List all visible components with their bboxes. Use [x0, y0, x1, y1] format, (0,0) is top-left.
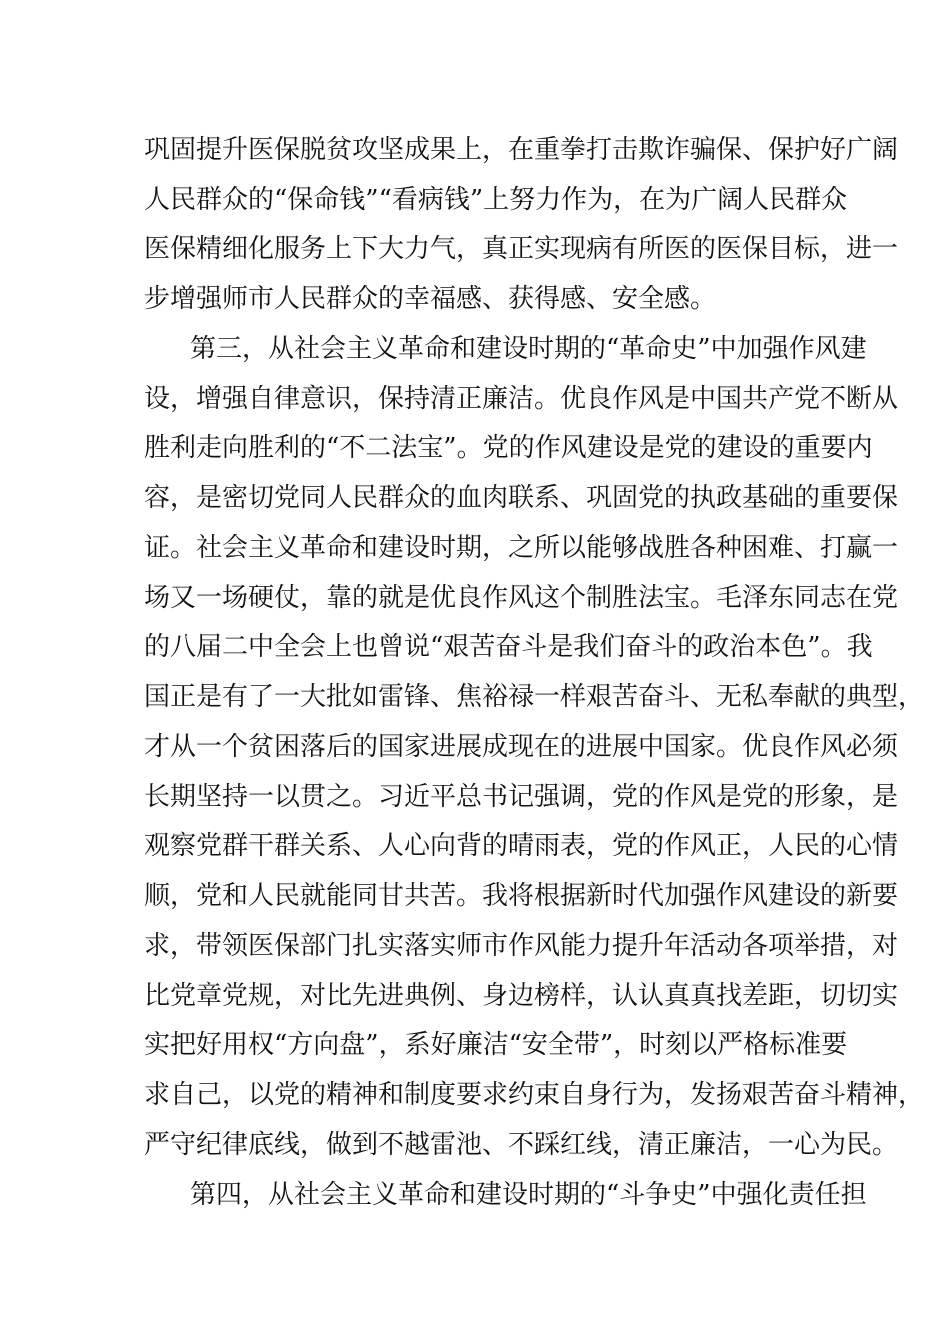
text-line: 观察党群干群关系、人心向背的晴雨表，党的作风正，人民的心情: [144, 831, 899, 861]
text-line: 才从一个贫困落后的国家进展成现在的进展中国家。优良作风必须: [144, 732, 899, 762]
text-line: 国正是有了一大批如雷锋、焦裕禄一样艰苦奋斗、无私奉献的典型，: [144, 682, 925, 712]
text-line: 设，增强自律意识，保持清正廉洁。优良作风是中国共产党不断从: [144, 384, 899, 414]
text-line: 医保精细化服务上下大力气，真正实现病有所医的医保目标，进一: [144, 234, 899, 264]
paragraph-first-line: 第三，从社会主义革命和建设时期的“革命史”中加强作风建: [190, 334, 867, 364]
text-line: 步增强师市人民群众的幸福感、获得感、安全感。: [144, 284, 717, 314]
text-line: 胜利走向胜利的“不二法宝”。党的作风建设是党的建设的重要内: [144, 433, 873, 463]
text-line: 容，是密切党同人民群众的血肉联系、巩固党的执政基础的重要保: [144, 483, 899, 513]
text-line: 证。社会主义革命和建设时期，之所以能够战胜各种困难、打赢一: [144, 533, 899, 563]
text-line: 场又一场硬仗，靠的就是优良作风这个制胜法宝。毛泽东同志在党: [144, 583, 899, 613]
text-line: 巩固提升医保脱贫攻坚成果上，在重拳打击欺诈骗保、保护好广阔: [144, 135, 899, 165]
text-line: 顺，党和人民就能同甘共苦。我将根据新时代加强作风建设的新要: [144, 881, 899, 911]
text-line: 长期坚持一以贯之。习近平总书记强调，党的作风是党的形象，是: [144, 782, 899, 812]
text-line: 严守纪律底线，做到不越雷池、不踩红线，清正廉洁，一心为民。: [144, 1130, 899, 1160]
text-line: 求，带领医保部门扎实落实师市作风能力提升年活动各项举措，对: [144, 931, 899, 961]
text-line: 人民群众的“保命钱”“看病钱”上努力作为，在为广阔人民群众: [144, 185, 848, 215]
paragraph-first-line: 第四，从社会主义革命和建设时期的“斗争史”中强化责任担: [190, 1180, 867, 1210]
text-line: 比党章党规，对比先进典例、身边榜样，认认真真找差距，切切实: [144, 981, 899, 1011]
text-line: 求自己，以党的精神和制度要求约束自身行为，发扬艰苦奋斗精神，: [144, 1080, 925, 1110]
text-line: 的八届二中全会上也曾说“艰苦奋斗是我们奋斗的政治本色”。我: [144, 632, 873, 662]
text-line: 实把好用权“方向盘”，系好廉洁“安全带”，时刻以严格标准要: [144, 1030, 848, 1060]
